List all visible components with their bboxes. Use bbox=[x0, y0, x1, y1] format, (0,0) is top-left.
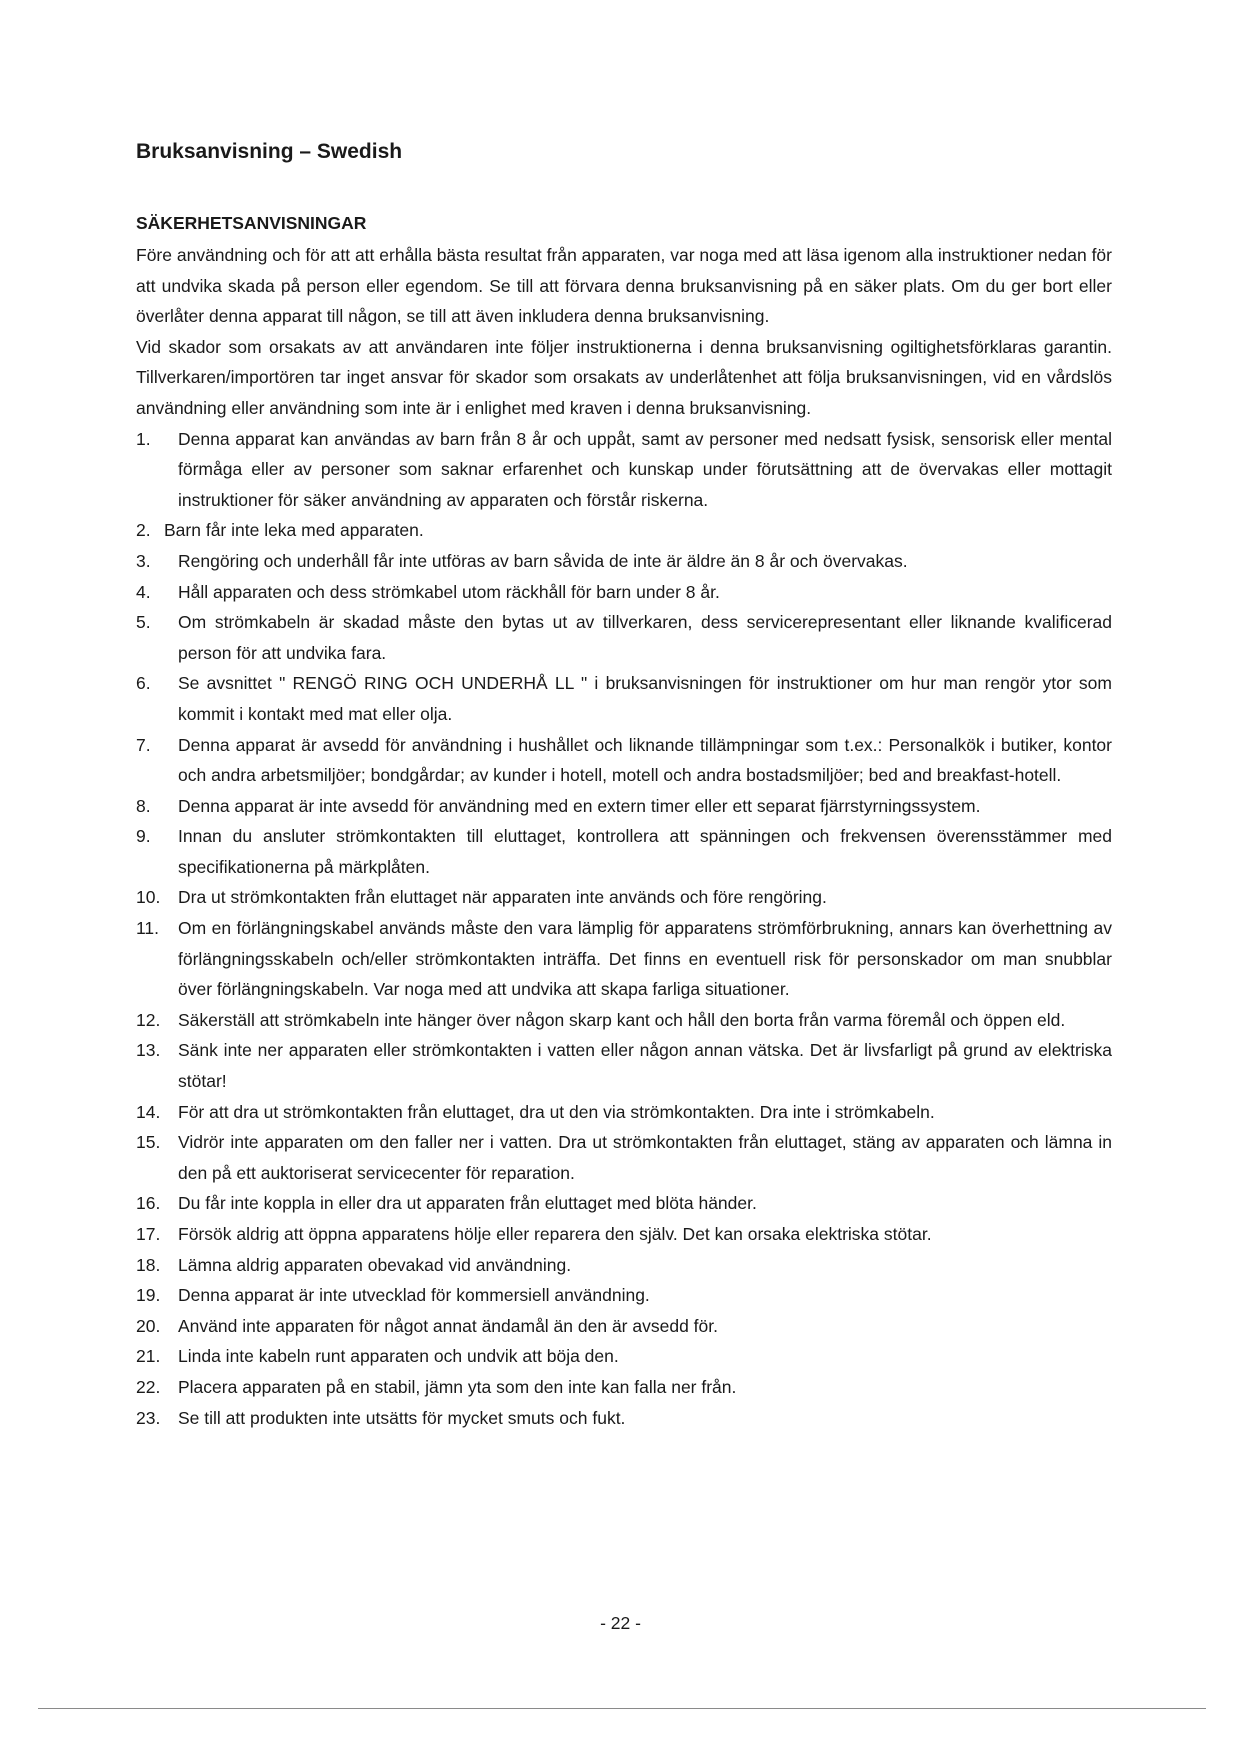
item-text: Denna apparat kan användas av barn från 8 år och uppåt, samt av personer med nedsatt fysisk, sensorisk eller mental förmåga eller av personer som saknar erfarenhet och kunskap under förutsättning att de övervakas eller mottagit instruktioner för säker användning av apparaten och förstår riskerna. bbox=[178, 428, 1112, 510]
item-text: Om strömkabeln är skadad måste den bytas ut av tillverkaren, dess servicerepresentant eller liknande kvalificerad person för att undvika fara. bbox=[178, 612, 1112, 663]
item-text: Du får inte koppla in eller dra ut apparaten från eluttaget med blöta händer. bbox=[178, 1193, 757, 1214]
item-text: Denna apparat är inte utvecklad för kommersiell användning. bbox=[178, 1285, 650, 1306]
item-number: 2. bbox=[136, 520, 151, 541]
item-number: 23. bbox=[136, 1407, 161, 1428]
item-number: 11. bbox=[136, 918, 160, 939]
list-item bbox=[136, 882, 1112, 913]
item-number: 3. bbox=[136, 550, 151, 571]
list-item bbox=[136, 1280, 1112, 1311]
body-text bbox=[136, 240, 1112, 1433]
item-number: 7. bbox=[136, 734, 151, 755]
list-item bbox=[136, 1403, 1112, 1434]
list-item bbox=[136, 577, 1112, 608]
item-number: 5. bbox=[136, 612, 151, 633]
item-number: 19. bbox=[136, 1285, 161, 1306]
item-text: För att dra ut strömkontakten från eluttaget, dra ut den via strömkontakten. Dra inte i strömkabeln. bbox=[178, 1101, 935, 1122]
list-item bbox=[136, 1219, 1112, 1250]
list-item bbox=[136, 668, 1112, 729]
footer-divider bbox=[38, 1708, 1206, 1709]
item-text: Se avsnittet " RENGÖ RING OCH UNDERHÅ LL " i bruksanvisningen för instruktioner om hur man rengör ytor som kommit i kontakt med mat eller olja. bbox=[178, 673, 1112, 724]
intro-paragraph: Vid skador som orsakats av att användaren inte följer instruktionerna i denna bruksanvisning ogiltighetsförklaras garantin. Tillverkaren/importören tar inget ansvar för skador som orsakats av underlåtenhet att följa bruksanvisningen, vid en vårdslös användning eller användning som inte är i enlighet med kraven i denna bruksanvisning. bbox=[136, 336, 1112, 418]
list-item bbox=[136, 1372, 1112, 1403]
item-number: 22. bbox=[136, 1376, 161, 1397]
list-item bbox=[136, 1250, 1112, 1281]
item-text: Rengöring och underhåll får inte utföras av barn såvida de inte är äldre än 8 år och övervakas. bbox=[178, 550, 908, 571]
list-item bbox=[136, 791, 1112, 822]
item-text: Försök aldrig att öppna apparatens hölje eller reparera den själv. Det kan orsaka elektriska stötar. bbox=[178, 1224, 932, 1244]
list-item bbox=[136, 1311, 1112, 1342]
list-item bbox=[136, 1127, 1112, 1188]
item-text: Om en förlängningskabel används måste den vara lämplig för apparatens strömförbrukning, annars kan överhettning av förlängningsskabeln och/eller strömkontakten inträffa. Det finns en eventuell risk för personskador om man snubblar över förlängningskabeln. Var noga med att undvika att skapa farliga situationer. bbox=[178, 918, 1112, 1000]
list-item bbox=[136, 730, 1112, 791]
item-text: Sänk inte ner apparaten eller strömkontakten i vatten eller någon annan vätska. Det är livsfarligt på grund av elektriska stötar! bbox=[178, 1040, 1112, 1092]
list-item bbox=[136, 607, 1112, 668]
item-text: Säkerställ att strömkabeln inte hänger över någon skarp kant och håll den borta från varma föremål och öppen eld. bbox=[178, 1009, 1066, 1030]
item-number: 6. bbox=[136, 673, 151, 694]
item-number: 17. bbox=[136, 1224, 161, 1244]
item-text: Denna apparat är avsedd för användning i hushållet och liknande tillämpningar som t.ex.: Personalkök i butiker, kontor och andra arbetsmiljöer; bondgårdar; av kunder i hotell, motell och andra bostadsmiljöer; bed and breakfast-hotell. bbox=[178, 734, 1112, 786]
item-number: 12. bbox=[136, 1009, 161, 1030]
item-number: 9. bbox=[136, 826, 151, 847]
list-item bbox=[136, 1035, 1112, 1096]
item-number: 18. bbox=[136, 1254, 161, 1275]
item-text: Dra ut strömkontakten från eluttaget när apparaten inte används och före rengöring. bbox=[178, 887, 827, 908]
list-item bbox=[136, 1188, 1112, 1219]
item-number: 10. bbox=[136, 887, 161, 908]
section-title: SÄKERHETSANVISNINGAR bbox=[136, 213, 367, 233]
list-item bbox=[136, 821, 1112, 882]
item-text: Placera apparaten på en stabil, jämn yta som den inte kan falla ner från. bbox=[178, 1376, 737, 1397]
list-item bbox=[136, 913, 1112, 1005]
list-item bbox=[136, 515, 1112, 546]
item-number: 13. bbox=[136, 1040, 161, 1061]
list-item bbox=[136, 1097, 1112, 1128]
document-title: Bruksanvisning – Swedish bbox=[136, 140, 403, 163]
list-item bbox=[136, 1341, 1112, 1372]
item-text: Vidrör inte apparaten om den faller ner i vatten. Dra ut strömkontakten från eluttaget, stäng av apparaten och lämna in den på ett auktoriserat servicecenter för reparation. bbox=[178, 1132, 1112, 1183]
item-number: 21. bbox=[136, 1346, 161, 1367]
list-item bbox=[136, 1005, 1112, 1036]
item-text: Se till att produkten inte utsätts för mycket smuts och fukt. bbox=[178, 1407, 626, 1428]
intro-paragraph: Före användning och för att att erhålla bästa resultat från apparaten, var noga med att läsa igenom alla instruktioner nedan för att undvika skada på person eller egendom. Se till att förvara denna bruksanvisning på en säker plats. Om du ger bort eller överlåter denna apparat till någon, se till att även inkludera denna bruksanvisning. bbox=[136, 245, 1112, 327]
item-text: Denna apparat är inte avsedd för användning med en extern timer eller ett separat fjärrstyrningssystem. bbox=[178, 795, 981, 816]
list-item bbox=[136, 424, 1112, 516]
item-number: 15. bbox=[136, 1132, 161, 1153]
item-text: Använd inte apparaten för något annat ändamål än den är avsedd för. bbox=[178, 1315, 718, 1336]
item-number: 20. bbox=[136, 1315, 161, 1336]
item-text: Lämna aldrig apparaten obevakad vid användning. bbox=[178, 1254, 572, 1275]
item-text: Linda inte kabeln runt apparaten och undvik att böja den. bbox=[178, 1346, 619, 1367]
item-text: Innan du ansluter strömkontakten till eluttaget, kontrollera att spänningen och frekvensen överensstämmer med specifikationerna på märkplåten. bbox=[178, 826, 1112, 877]
item-number: 14. bbox=[136, 1101, 161, 1122]
item-number: 16. bbox=[136, 1193, 161, 1214]
item-text: Barn får inte leka med apparaten. bbox=[164, 520, 424, 541]
list-item bbox=[136, 546, 1112, 577]
item-number: 1. bbox=[136, 428, 151, 449]
item-number: 8. bbox=[136, 795, 151, 816]
safety-instructions-list bbox=[136, 424, 1112, 1434]
item-number: 4. bbox=[136, 581, 151, 602]
page-number: - 22 - bbox=[600, 1613, 641, 1633]
item-text: Håll apparaten och dess strömkabel utom räckhåll för barn under 8 år. bbox=[178, 581, 720, 602]
